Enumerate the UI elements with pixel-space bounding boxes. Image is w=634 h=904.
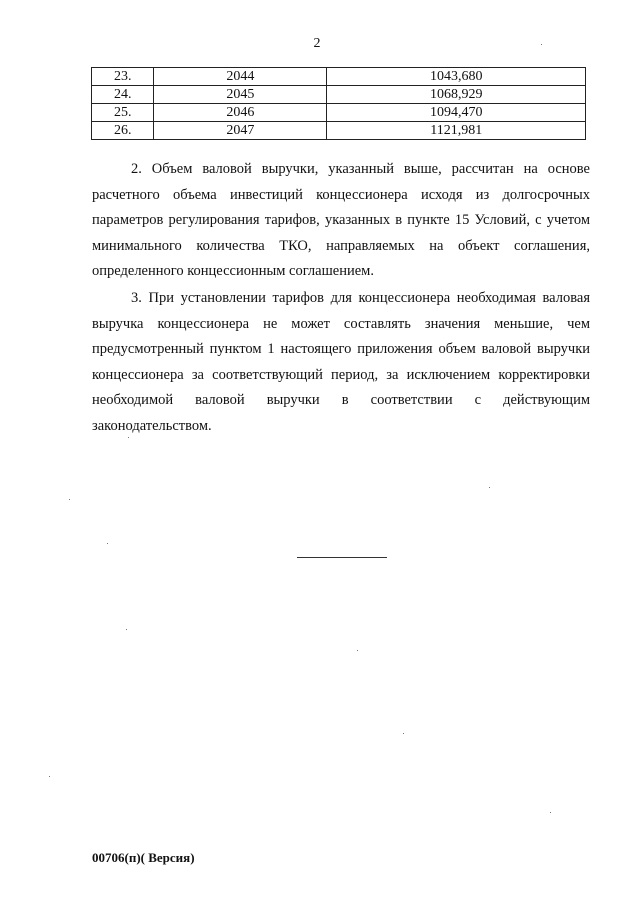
revenue-value-cell: 1068,929 [327, 86, 586, 104]
table-row [92, 104, 586, 122]
revenue-value-cell: 1121,981 [327, 122, 586, 140]
page-number: 2 [313, 36, 321, 51]
year-cell: 2044 [154, 68, 327, 86]
scan-speck [49, 776, 50, 777]
scan-speck [107, 543, 108, 544]
scan-speck [69, 499, 70, 500]
revenue-table [91, 67, 586, 140]
revenue-value-cell: 1043,680 [327, 68, 586, 86]
scan-speck [126, 629, 127, 630]
year-cell: 2045 [154, 86, 327, 104]
paragraph-tariff-setting: 3. При установлении тарифов для концессионера необходимая валовая выручка концессионера не может составлять значения меньшие, чем предусмотренный пунктом 1 настоящего приложения объем валовой выручки концессионера за соответствующий период, за исключением корректировки необходимой валовой выручки в соответствии с действующим законодательством. [92, 290, 590, 434]
row-number-cell: 26. [92, 122, 154, 140]
revenue-value-cell: 1094,470 [327, 104, 586, 122]
year-cell: 2046 [154, 104, 327, 122]
table-row [92, 86, 586, 104]
row-number-cell: 23. [92, 68, 154, 86]
year-cell: 2047 [154, 122, 327, 140]
scan-speck [489, 487, 490, 488]
document-code: 00706(п)( Версия) [92, 850, 195, 865]
scan-speck [550, 812, 551, 813]
row-number-cell: 24. [92, 86, 154, 104]
scan-speck [403, 733, 404, 734]
scan-speck [541, 44, 542, 45]
scan-speck [357, 650, 358, 651]
table-row [92, 68, 586, 86]
paragraph-revenue-basis: 2. Объем валовой выручки, указанный выше, рассчитан на основе расчетного объема инвестиций концессионера исходя из долгосрочных параметров регулирования тарифов, указанных в пункте 15 Условий, с учетом минимального количества ТКО, направляемых на объект соглашения, определенного концессионным соглашением. [92, 161, 590, 280]
scan-speck [128, 437, 129, 438]
row-number-cell: 25. [92, 104, 154, 122]
table-row [92, 122, 586, 140]
end-separator-line [297, 557, 387, 558]
